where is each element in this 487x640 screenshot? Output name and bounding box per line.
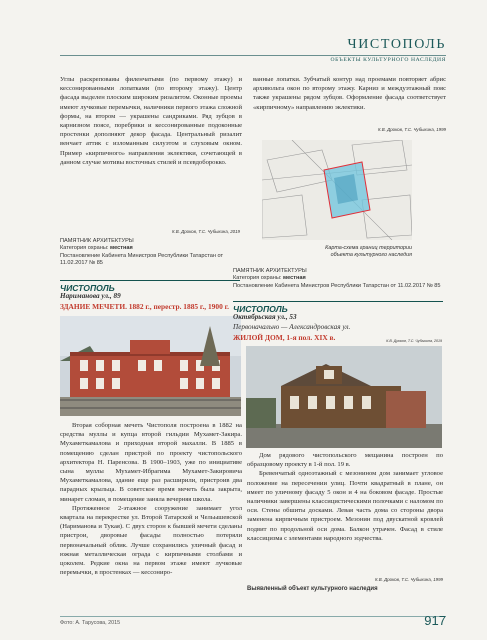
territory-map xyxy=(262,140,412,240)
left-top-paragraph: Углы раскреповаиы филенчатыми (по первому этажу) и кессонированными лопатками (по второму этажу). Центр фасада выделен плоским широким ризалитом. Оконные проемы имеют лучковые перемычки, наличники первого этажа сложной формы, на втором — украшены сандриками. Ряд зубцов в карнизном поясе, поребрики и кессонированные подоконные простенки дополняют декор фасада. Центральный ризалит венчает аттик с изломанным силуэтом и слуховым окном. Пример «кирпичного» направления эклектики, сочетающей в данном случае мотивы восточных стилей и псевдоборокко. xyxy=(60,76,242,166)
mosque-city: ЧИСТОПОЛЬ xyxy=(60,280,240,293)
map-caption-line2: объекта культурного наследия xyxy=(330,252,412,258)
house-note-decree: Постановление Кабинета Министров Республики Татарстан от 11.02.2017 № 85 xyxy=(233,282,441,289)
house-street-old: Первоначально — Александровская ул. xyxy=(233,323,351,331)
left-bottom-text xyxy=(60,421,242,577)
right-bottom-text xyxy=(247,451,443,543)
house-street: Октябрьская ул., 53 xyxy=(233,313,297,321)
house-note-category-label: Категория охраны: xyxy=(233,275,283,282)
right-top-text xyxy=(253,75,446,112)
right-bottom-signature: К.В. Дроков, Т.С. Чубыкина, 1999 xyxy=(374,577,443,582)
house-monument-note xyxy=(233,268,443,290)
right-top-paragraph: ванные лопатки. Зубчатый контур над проемами повторяет абрис архивольта окон по второму этажу. Карниз и междуэтажный пояс также украшены рядом зубцов. Оформление фасада соответствует «кирпичному» направлению эклектики. xyxy=(253,76,446,111)
photo-credit: Фото: А. Тарусова, 2015 xyxy=(60,620,121,626)
page-number: 917 xyxy=(424,613,446,628)
house-title: ЖИЛОЙ ДОМ, 1-я пол. XIX в. xyxy=(233,333,336,342)
mosque-photo xyxy=(60,316,241,416)
house-photo-signature: К.В. Дроков, Т.С. Чубыкина, 2019 xyxy=(386,339,442,343)
right-bottom-p1: Дом рядового чистопольского мещанина построен по образцовому проекту в 1-й пол. 19 в. xyxy=(247,452,443,469)
mosque-note-category-value: местная xyxy=(110,245,133,252)
mosque-note-category xyxy=(60,245,240,252)
house-photo xyxy=(246,346,442,448)
mosque-title: ЗДАНИЕ МЕЧЕТИ. 1882 г., перестр. 1885 г., 1900 г. xyxy=(60,302,229,311)
mosque-monument-note xyxy=(60,238,240,268)
territory-map-drawing xyxy=(262,140,412,240)
mosque-note-decree: Постановление Кабинета Министров Республики Татарстан от 11.02.2017 № 85 xyxy=(60,252,224,267)
page-header-subtitle: ОБЪЕКТЫ КУЛЬТУРНОГО НАСЛЕДИЯ xyxy=(330,57,446,63)
header-rule xyxy=(60,55,446,56)
map-caption xyxy=(262,245,412,259)
left-top-signature: К.В. Дроков, Т.С. Чубыкина, 2019 xyxy=(171,229,240,234)
footer-rule xyxy=(60,616,446,617)
house-note-heading: ПАМЯТНИК АРХИТЕКТУРЫ xyxy=(233,268,307,274)
identified-object-label: Выявленный объект культурного наследия xyxy=(247,586,378,592)
left-bottom-p2: Протяженное 2-этажное сооружение занимает угол квартала на перекрестке ул. Второй Татарской и Чельышевской (Нариманова и Тукая). С двух сторон к бывшей мечети сделаны пристрои, дворовые фасады полностью потеряли первоначальный облик. Лучше сохранились уличный фасад и южная металлическая ограда с кирпичными столбами и цоколем. Редкие окна на первом этаже имеют лучковые перемычки, в простенках — кессониро- xyxy=(60,504,242,577)
house-city: ЧИСТОПОЛЬ xyxy=(233,301,443,314)
right-bottom-p2: Бревенчатый одноэтажный с мезонином дом занимает угловое положение на пересечении улиц. Почти квадратный в плане, он имеет по уличному фасаду 5 окон и 4 на боковом фасаде. Простые наличники завершены классицистическими полочками с наломом по оси. Стены обшиты досками. Левая часть дома со стороны двора заменена кирпичным пристроем. Мезонин под двускатной кровлей подвит по продольной оси дома. Балкон утрачен. Фасад в стиле классицизма с элементами народного зодчества. xyxy=(247,470,443,542)
mosque-photo-drawing xyxy=(60,316,241,416)
house-note-category xyxy=(233,275,443,282)
mosque-note-heading: ПАМЯТНИК АРХИТЕКТУРЫ xyxy=(60,238,134,244)
left-bottom-p1: Вторая соборная мечеть Чистополя построена в 1882 на средства муллы и купца второй гильдии Мухамет-Закира. Мухаметкамалова и приходная второй махалли. В 1885 в помещению сделан пристрой по проекту чистопольского архитектора Н. Паренсова. В 1900–1903, уже по инициативе сына муллы Мухамет-Ибрагима Мухамет-Закировича Мухаметкамалова, здание еще раз расширили, пристроив два парадных крыльца. В советское время мечеть была закрыта, минарет сломан, в помещение заняла вечерняя школа. xyxy=(60,422,242,503)
mosque-note-category-label: Категория охраны: xyxy=(60,245,110,252)
house-photo-drawing xyxy=(246,346,442,448)
page-header-title: ЧИСТОПОЛЬ xyxy=(347,37,446,52)
mosque-street: Нариманова ул., 89 xyxy=(60,292,121,300)
left-top-text xyxy=(60,75,242,167)
map-caption-line1: Карта-схема границ территории xyxy=(325,245,412,251)
house-note-category-value: местная xyxy=(283,275,306,282)
right-top-signature: К.В. Дроков, Т.С. Чубыкина, 1999 xyxy=(377,127,446,132)
